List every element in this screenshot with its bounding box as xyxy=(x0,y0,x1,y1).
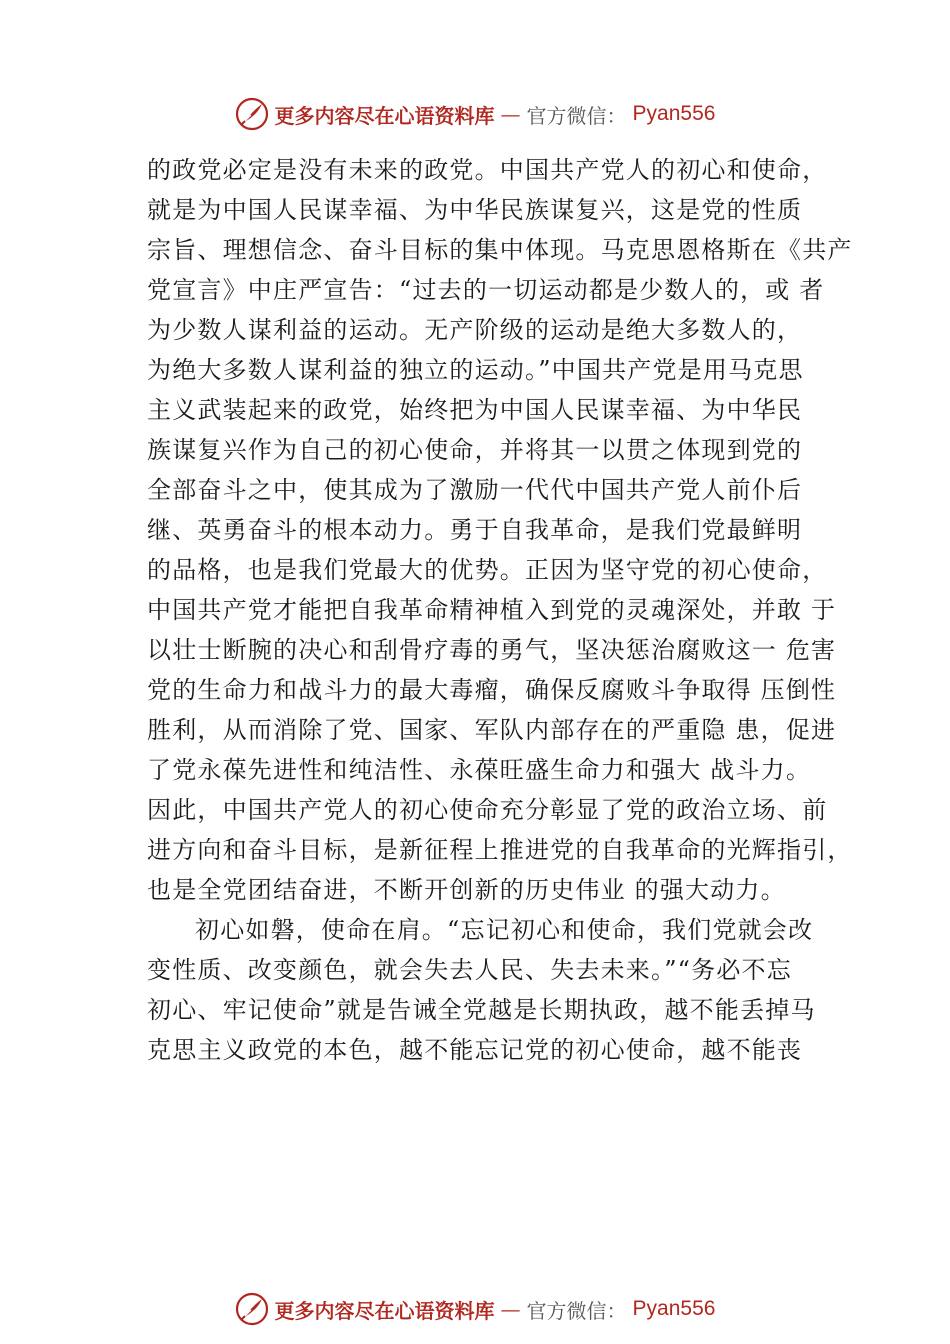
text-line: 为少数人谋利益的运动。无产阶级的运动是绝大多数人的， xyxy=(147,316,803,344)
banner-wechat-label: 官方微信： xyxy=(526,103,627,128)
quill-pen-logo-icon xyxy=(235,1292,269,1326)
text-line: 继、英勇奋斗的根本动力。勇于自我革命，是我们党最鲜明 xyxy=(147,516,803,544)
banner-wechat-label: 官方微信： xyxy=(526,1298,627,1323)
text-line: 进方向和奋斗目标，是新征程上推进党的自我革命的光辉指引， xyxy=(147,836,853,864)
text-line: 全部奋斗之中，使其成为了激励一代代中国共产党人前仆后 xyxy=(147,476,803,504)
text-line: 克思主义政党的本色，越不能忘记党的初心使命，越不能丧 xyxy=(147,1036,803,1064)
header-banner xyxy=(0,94,950,134)
text-line: 党宣言》中庄严宣告：“过去的一切运动都是少数人的，或 者 xyxy=(147,276,825,304)
banner-wechat-id: Pyan556 xyxy=(632,1297,716,1320)
text-line: 因此，中国共产党人的初心使命充分彰显了党的政治立场、前 xyxy=(147,796,828,824)
text-line: 为绝大多数人谋利益的独立的运动。”中国共产党是用马克思 xyxy=(147,356,804,384)
text-line: 的品格，也是我们党最大的优势。正因为坚守党的初心使命， xyxy=(147,556,828,584)
banner-dash: — xyxy=(500,102,521,126)
banner-dash: — xyxy=(500,1297,521,1321)
text-line: 胜利，从而消除了党、国家、军队内部存在的严重隐 患，促进 xyxy=(147,716,837,744)
text-line: 中国共产党才能把自我革命精神植入到党的灵魂深处，并敢 于 xyxy=(147,596,837,624)
text-line: 以壮士断腕的决心和刮骨疗毒的勇气，坚决惩治腐败这一 危害 xyxy=(147,636,837,664)
banner-library-text: 更多内容尽在心语资料库 xyxy=(274,103,495,128)
banner-library-text: 更多内容尽在心语资料库 xyxy=(274,1298,495,1323)
text-line: 党的生命力和战斗力的最大毒瘤，确保反腐败斗争取得 压倒性 xyxy=(147,676,837,704)
text-line: 族谋复兴作为自己的初心使命，并将其一以贯之体现到党的 xyxy=(147,436,803,464)
footer-banner xyxy=(0,1289,950,1329)
document-body xyxy=(147,150,853,1070)
banner-wechat-id: Pyan556 xyxy=(632,102,716,125)
text-line: 变性质、改变颜色，就会失去人民、失去未来。”“务必不忘 xyxy=(147,956,792,984)
text-line: 就是为中国人民谋幸福、为中华民族谋复兴，这是党的性质 xyxy=(147,196,803,224)
text-line: 的政党必定是没有未来的政党。中国共产党人的初心和使命， xyxy=(147,156,828,184)
text-line: 宗旨、理想信念、奋斗目标的集中体现。马克思恩格斯在《共产 xyxy=(147,236,853,264)
text-line: 主义武装起来的政党，始终把为中国人民谋幸福、为中华民 xyxy=(147,396,803,424)
text-line: 初心、牢记使命”就是告诫全党越是长期执政，越不能丢掉马 xyxy=(147,996,816,1024)
text-line: 了党永葆先进性和纯洁性、永葆旺盛生命力和强大 战斗力。 xyxy=(147,756,812,784)
quill-pen-logo-icon xyxy=(235,97,269,131)
paragraph-start-line: 初心如磐，使命在肩。“忘记初心和使命，我们党就会改 xyxy=(195,916,814,944)
text-line: 也是全党团结奋进，不断开创新的历史伟业 的强大动力。 xyxy=(147,876,786,904)
